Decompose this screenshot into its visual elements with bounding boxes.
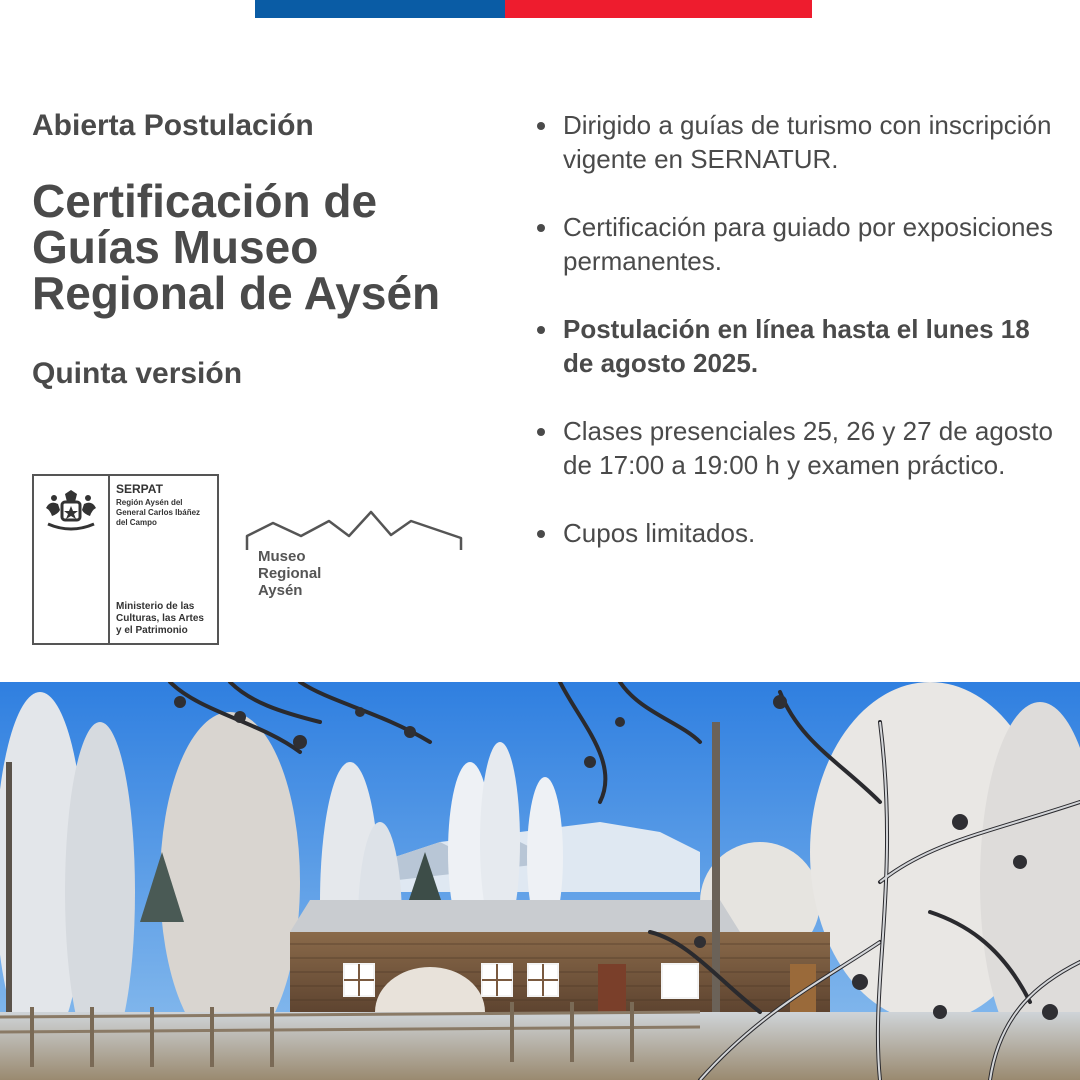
list-item: Clases presenciales 25, 26 y 27 de agosto de 17:00 a 19:00 h y examen práctico. <box>535 414 1055 482</box>
list-item: Dirigido a guías de turismo con inscripción vigente en SERNATUR. <box>535 108 1055 176</box>
museo-line-2: Regional <box>258 565 322 582</box>
museo-line-1: Museo <box>258 548 306 565</box>
kicker-text: Abierta Postulación <box>32 109 314 142</box>
flag-red-stripe <box>505 0 812 18</box>
serpat-logo <box>32 474 219 645</box>
serpat-region: Región Aysén del General Carlos Ibáñez del Campo <box>116 498 201 527</box>
museum-photo <box>0 682 1080 1080</box>
serpat-ministry: Ministerio de las Culturas, las Artes y el Patrimonio <box>116 601 204 636</box>
list-item-deadline: Postulación en línea hasta el lunes 18 de agosto 2025. <box>535 312 1055 380</box>
list-item: Cupos limitados. <box>535 516 1055 550</box>
info-list <box>535 108 1055 584</box>
subtitle-text: Quinta versión <box>32 357 243 390</box>
serpat-name: SERPAT <box>116 482 163 496</box>
museo-line-3: Aysén <box>258 582 303 599</box>
frosty-landscape-image <box>0 682 1080 1080</box>
museo-logo <box>245 510 465 610</box>
flag-blue-stripe <box>255 0 505 18</box>
serpat-text-cell <box>110 476 217 643</box>
museo-name <box>258 548 321 599</box>
left-column <box>32 108 452 392</box>
page-title: Certificación de Guías Museo Regional de Aysén <box>32 175 441 319</box>
serpat-emblem-cell <box>34 476 110 643</box>
flag-color-bar <box>255 0 812 18</box>
chile-coat-of-arms-icon <box>40 484 102 532</box>
list-item: Certificación para guiado por exposiciones permanentes. <box>535 210 1055 278</box>
